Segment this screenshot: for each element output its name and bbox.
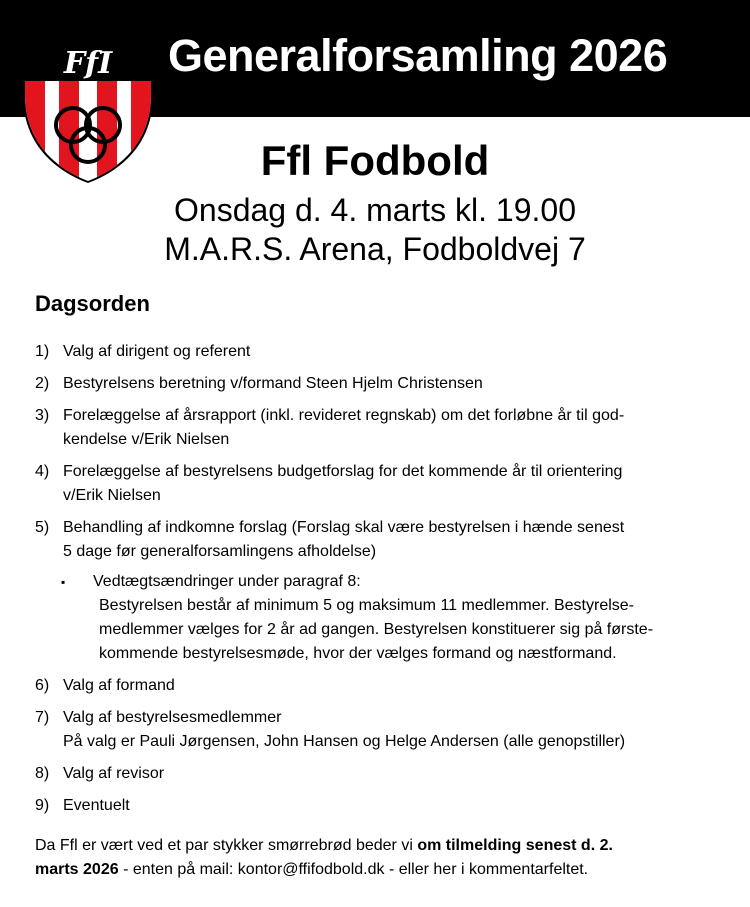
agenda-item-1 [35, 340, 735, 364]
agenda-item-8 [35, 762, 735, 786]
note-contact: - enten på mail: kontor@ffifodbold.dk - eller her i kommentarfeltet. [118, 861, 589, 878]
item-text: Forelæggelse af årsrapport (inkl. revideret regnskab) om det forløbne år til god- [63, 407, 625, 424]
item-text: Valg af formand [63, 677, 175, 694]
agenda-list [35, 340, 735, 826]
item-text: Behandling af indkomne forslag (Forslag skal være bestyrelsen i hænde senest [63, 519, 625, 536]
item-text-cont: 5 dage før generalforsamlingens afholdelse) [63, 543, 377, 560]
bullet-line-2: medlemmer vælges for 2 år ad gangen. Bestyrelsen konstituerer sig på første- [99, 621, 654, 638]
agenda-item-7 [35, 706, 735, 754]
item-number: 4) [35, 463, 50, 480]
bullet-line-3: kommende bestyrelsesmøde, hvor der vælges formand og næstformand. [99, 645, 617, 662]
item-number: 1) [35, 343, 50, 360]
item-number: 2) [35, 375, 50, 392]
page-title: Generalforsamling 2026 [168, 30, 668, 81]
date-line: Onsdag d. 4. marts kl. 19.00 [174, 192, 576, 228]
agenda-item-6 [35, 674, 735, 698]
item-text: Bestyrelsens beretning v/formand Steen Hjelm Christensen [63, 375, 483, 392]
venue-line: M.A.R.S. Arena, Fodboldvej 7 [164, 231, 586, 267]
item-number: 3) [35, 407, 50, 424]
agenda-item-2 [35, 372, 735, 396]
note-deadline-date: marts 2026 [35, 861, 119, 878]
item-text: Valg af bestyrelsesmedlemmer [63, 709, 282, 726]
item-number: 5) [35, 519, 50, 536]
agenda-item-4 [35, 460, 735, 508]
item-text: Forelæggelse af bestyrelsens budgetforslag for det kommende år til orientering [63, 463, 623, 480]
bullet-mark: ▪ [61, 575, 66, 589]
note-text: Da Ffl er vært ved et par stykker smørrebrød beder vi [35, 837, 418, 854]
agenda-item-5 [35, 516, 735, 564]
item-text-cont: På valg er Pauli Jørgensen, John Hansen og Helge Andersen (alle genopstiller) [63, 733, 626, 750]
item-text: Eventuelt [63, 797, 130, 814]
note-deadline: om tilmelding senest d. 2. [417, 837, 613, 854]
item-text-cont: v/Erik Nielsen [63, 487, 161, 504]
logo-text: FfI [63, 46, 113, 81]
club-title: Ffl Fodbold [260, 137, 490, 184]
bullet-line-1: Bestyrelsen består af minimum 5 og maksimum 11 medlemmer. Bestyrelse- [99, 597, 634, 614]
bullet-title: Vedtægtsændringer under paragraf 8: [93, 573, 361, 590]
item-text: Valg af dirigent og referent [63, 343, 251, 360]
agenda-item-3 [35, 404, 735, 452]
item-number: 8) [35, 765, 50, 782]
item-text-cont: kendelse v/Erik Nielsen [63, 431, 230, 448]
item-number: 9) [35, 797, 50, 814]
signup-note [35, 834, 735, 882]
item-number: 7) [35, 709, 50, 726]
bullet-item [35, 570, 735, 666]
item-number: 6) [35, 677, 50, 694]
agenda-item-9 [35, 794, 735, 818]
item-text: Valg af revisor [63, 765, 165, 782]
agenda-heading: Dagsorden [35, 291, 150, 316]
